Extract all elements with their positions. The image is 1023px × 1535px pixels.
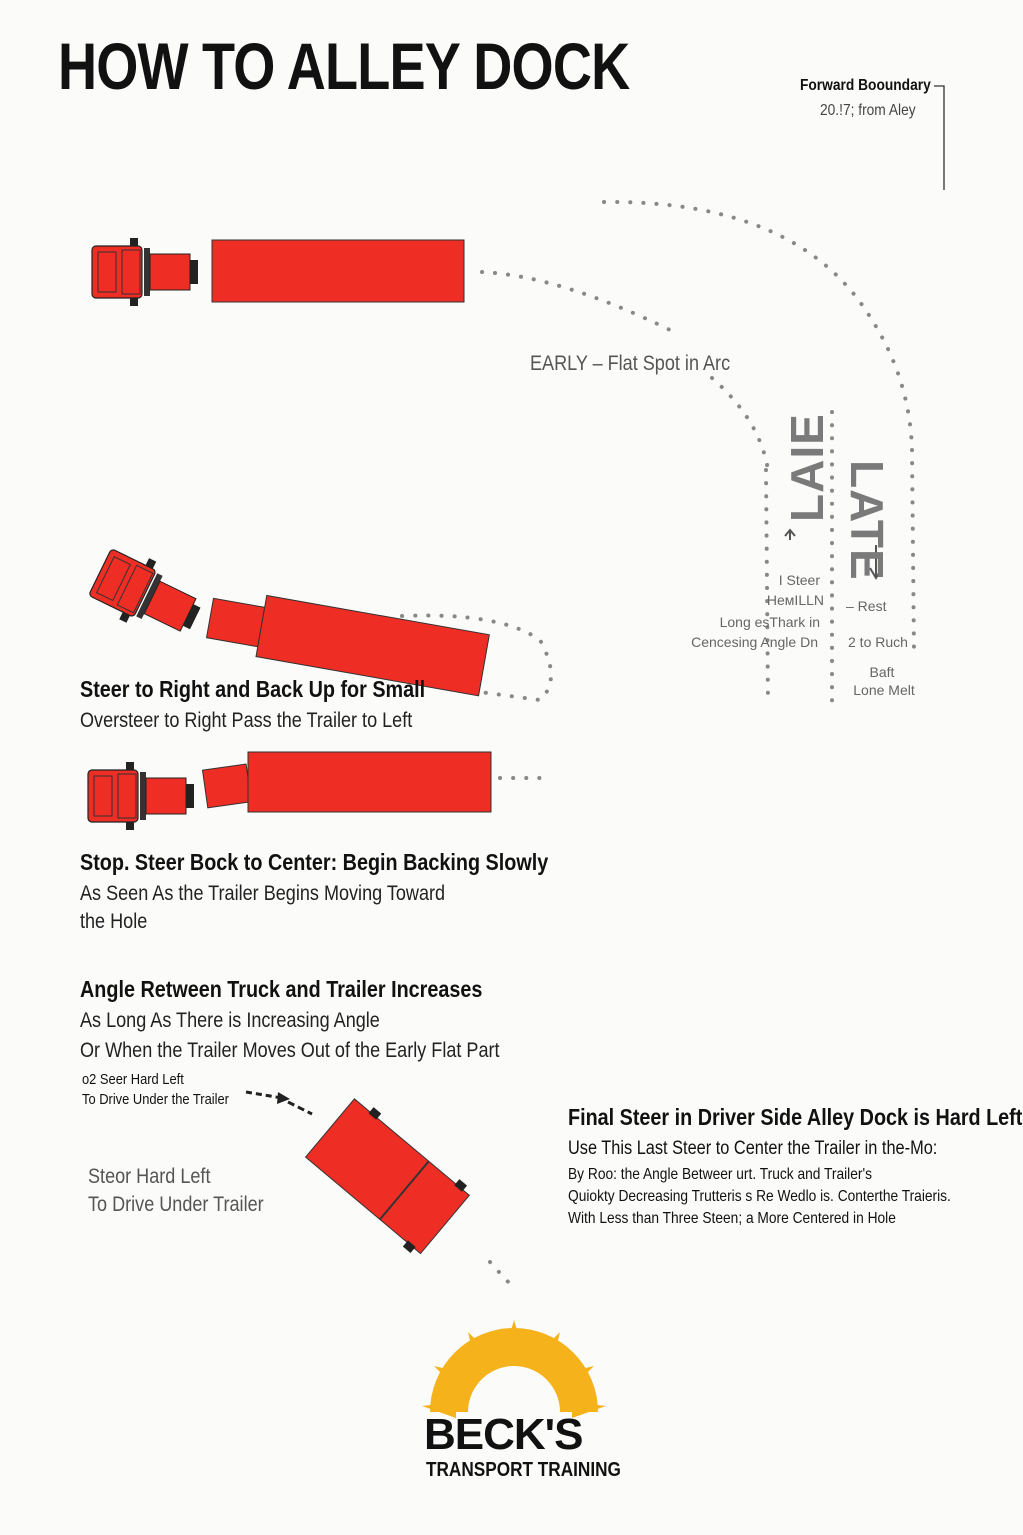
final-text-1: Use This Last Steer to Center the Trailer in the-Mo: <box>568 1138 938 1159</box>
logo-name: BECK'S <box>424 1410 583 1459</box>
forward-boundary-label: Forward Booundary <box>800 77 931 94</box>
step2-text-2: the Hole <box>80 910 148 933</box>
step3-heading: Angle Retween Truck and Trailer Increases <box>80 976 483 1002</box>
late-left-label: LAIE <box>781 413 833 522</box>
early-label: EARLY – Flat Spot in Arc <box>530 352 731 375</box>
late-right-label: LATE <box>841 460 893 581</box>
late-left-note: I Steer <box>778 572 820 588</box>
path-early-arc <box>482 272 670 330</box>
logo-sub: TRANSPORT TRAINING <box>426 1459 621 1481</box>
late-right-note: – Rest <box>846 598 887 614</box>
step1-text: Oversteer to Right Pass the Trailer to Left <box>80 709 413 732</box>
final-text-4: With Less than Three Steen; a More Centered in Hole <box>568 1210 896 1227</box>
truck-icon <box>88 762 194 830</box>
truck-icon <box>92 238 464 306</box>
late-right-note: Baft <box>869 664 895 680</box>
step4-text-1: Steor Hard Left <box>88 1165 211 1188</box>
trailer-shape <box>248 752 491 812</box>
path-step4-tail <box>490 1262 516 1290</box>
truck-icon <box>85 541 210 649</box>
step3-text-2: Or When the Trailer Moves Out of the Early Flat Part <box>80 1039 500 1062</box>
truck-icon <box>302 1094 473 1258</box>
page-title: HOW TO ALLEY DOCK <box>58 29 630 103</box>
late-right-note: 2 to Ruch <box>848 634 908 650</box>
sun-icon <box>422 1320 606 1418</box>
forward-boundary-bracket <box>934 86 944 190</box>
trailer-shape <box>202 764 251 808</box>
step1-heading: Steer to Right and Back Up for Small <box>80 676 426 702</box>
late-left-note: Cencesing Angle Dn <box>691 634 818 650</box>
step3-note-1: o2 Seer Hard Left <box>82 1071 184 1088</box>
step4-text-2: To Drive Under Trailer <box>88 1193 264 1216</box>
path-early-arc-2 <box>712 378 768 470</box>
final-text-2: By Roo: the Angle Betweer urt. Truck and Trailer's <box>568 1166 872 1183</box>
late-left-note: HeмILLN <box>766 592 824 608</box>
step3-text-1: As Long As There is Increasing Angle <box>80 1009 380 1032</box>
path-late-right <box>912 450 914 652</box>
final-heading: Final Steer in Driver Side Alley Dock is Hard Left <box>568 1104 1023 1130</box>
step2-text-1: As Seen As the Trailer Begins Moving Toward <box>80 882 446 905</box>
arrow-icon <box>246 1092 282 1098</box>
step3-note-2: To Drive Under the Trailer <box>82 1091 229 1108</box>
path-outer-arc <box>604 202 912 450</box>
late-left-note: Long esThark in <box>719 614 820 630</box>
late-right-note: Lone Melt <box>853 682 915 698</box>
arrow-icon <box>785 530 795 540</box>
step2-heading: Stop. Steer Bock to Center: Begin Backing Slowly <box>80 849 549 875</box>
final-text-3: Quiokty Decreasing Trutteris s Re Wedlo is. Conterthe Traieris. <box>568 1188 951 1205</box>
forward-boundary-sub: 20.!7; from Aley <box>820 102 916 119</box>
